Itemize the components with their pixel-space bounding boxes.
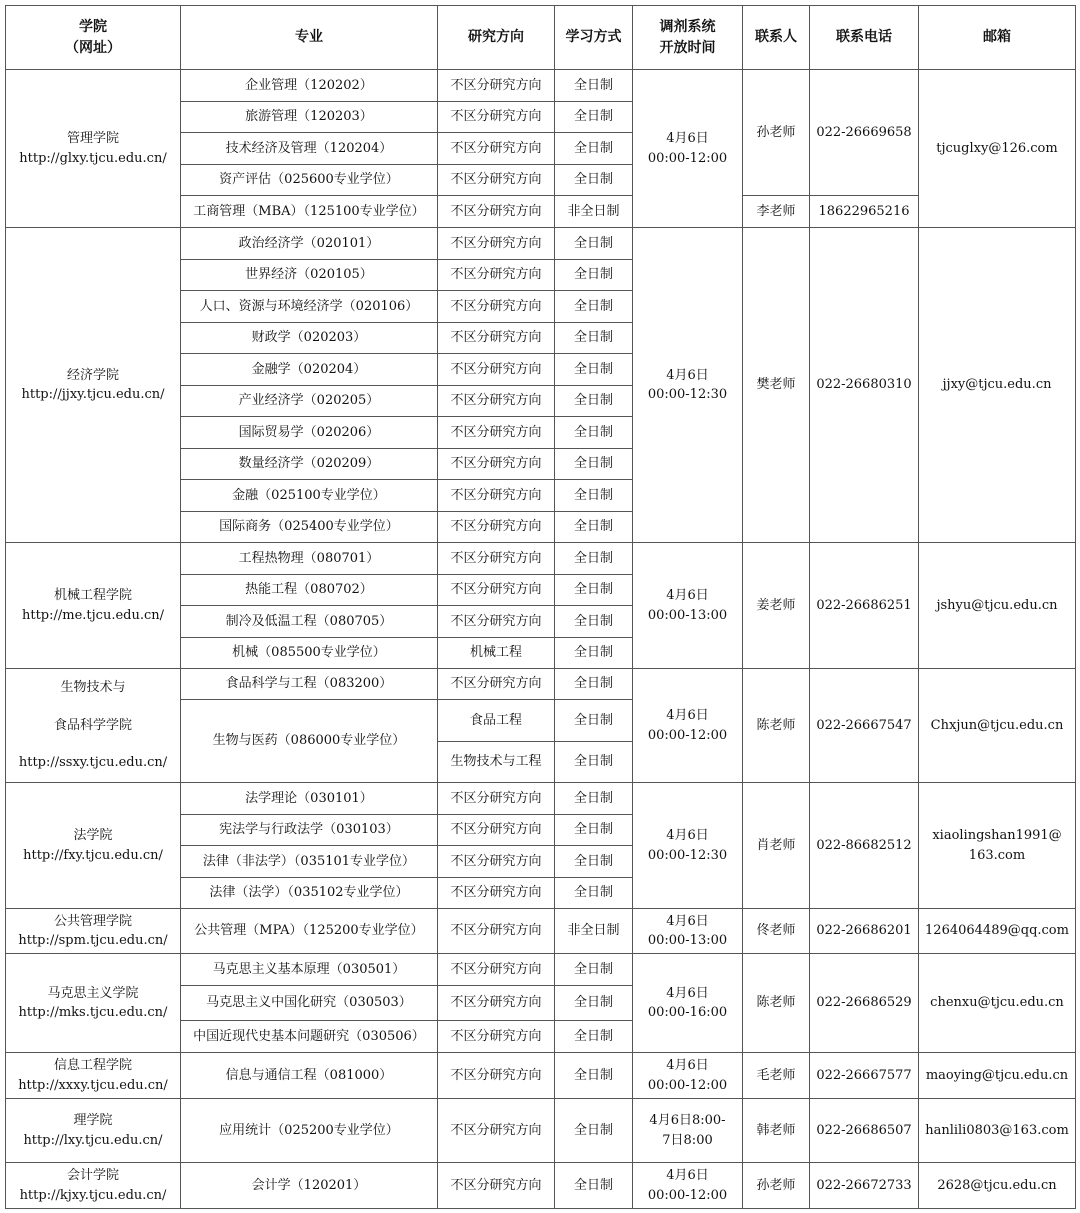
header-time: 调剂系统 开放时间 (633, 6, 743, 70)
contact-cell: 肖老师 (743, 783, 810, 909)
phone-cell: 022-26669658 (810, 70, 919, 196)
direction-cell: 机械工程 (438, 638, 555, 669)
direction-cell: 不区分研究方向 (438, 1021, 555, 1053)
direction-cell: 不区分研究方向 (438, 669, 555, 700)
direction-cell: 不区分研究方向 (438, 354, 555, 386)
major-cell: 应用统计（025200专业学位） (181, 1099, 438, 1163)
mode-cell: 全日制 (555, 102, 633, 133)
major-cell: 工程热物理（080701） (181, 543, 438, 575)
major-cell: 食品科学与工程（083200） (181, 669, 438, 700)
major-cell: 马克思主义基本原理（030501） (181, 954, 438, 986)
mode-cell: 全日制 (555, 986, 633, 1021)
major-cell: 技术经济及管理（120204） (181, 133, 438, 165)
direction-cell: 不区分研究方向 (438, 878, 555, 909)
major-cell: 政治经济学（020101） (181, 228, 438, 260)
direction-cell: 不区分研究方向 (438, 260, 555, 291)
email-cell: xiaolingshan1991@ 163.com (919, 783, 1076, 909)
email-cell: hanlili0803@163.com (919, 1099, 1076, 1163)
phone-cell: 022-26672733 (810, 1163, 919, 1209)
direction-cell: 不区分研究方向 (438, 1163, 555, 1209)
contact-cell: 陈老师 (743, 954, 810, 1053)
time-cell: 4月6日 00:00-16:00 (633, 954, 743, 1053)
major-cell: 宪法学与行政法学（030103） (181, 815, 438, 846)
email-cell: maoying@tjcu.edu.cn (919, 1053, 1076, 1099)
major-cell: 财政学（020203） (181, 323, 438, 354)
table-row (6, 1053, 1076, 1099)
contact-cell: 樊老师 (743, 228, 810, 543)
major-cell: 企业管理（120202） (181, 70, 438, 102)
time-cell: 4月6日 00:00-12:00 (633, 669, 743, 783)
major-cell: 热能工程（080702） (181, 575, 438, 606)
mode-cell: 全日制 (555, 878, 633, 909)
table-row (6, 70, 1076, 102)
mode-cell: 全日制 (555, 815, 633, 846)
time-cell: 4月6日8:00- 7日8:00 (633, 1099, 743, 1163)
mode-cell: 全日制 (555, 354, 633, 386)
phone-cell: 022-26686201 (810, 909, 919, 954)
mode-cell: 全日制 (555, 606, 633, 638)
table-row (6, 783, 1076, 815)
mode-cell: 全日制 (555, 70, 633, 102)
direction-cell: 食品工程 (438, 700, 555, 742)
major-cell: 金融（025100专业学位） (181, 480, 438, 512)
direction-cell: 生物技术与工程 (438, 742, 555, 783)
major-cell: 会计学（120201） (181, 1163, 438, 1209)
contact-cell: 毛老师 (743, 1053, 810, 1099)
mode-cell: 全日制 (555, 512, 633, 543)
direction-cell: 不区分研究方向 (438, 70, 555, 102)
direction-cell: 不区分研究方向 (438, 165, 555, 196)
mode-cell: 全日制 (555, 575, 633, 606)
contact-cell: 孙老师 (743, 1163, 810, 1209)
email-cell: tjcuglxy@126.com (919, 70, 1076, 228)
email-cell: chenxu@tjcu.edu.cn (919, 954, 1076, 1053)
contact-cell: 佟老师 (743, 909, 810, 954)
college-cell: 会计学院 http://kjxy.tjcu.edu.cn/ (6, 1163, 181, 1209)
phone-cell: 022-26680310 (810, 228, 919, 543)
email-cell: jjxy@tjcu.edu.cn (919, 228, 1076, 543)
major-cell: 国际贸易学（020206） (181, 417, 438, 449)
major-cell: 世界经济（020105） (181, 260, 438, 291)
major-cell: 机械（085500专业学位） (181, 638, 438, 669)
contact-cell: 韩老师 (743, 1099, 810, 1163)
mode-cell: 全日制 (555, 1163, 633, 1209)
email-cell: Chxjun@tjcu.edu.cn (919, 669, 1076, 783)
header-college: 学院 （网址） (6, 6, 181, 70)
major-cell: 法学理论（030101） (181, 783, 438, 815)
contact-cell: 姜老师 (743, 543, 810, 669)
contact-cell: 陈老师 (743, 669, 810, 783)
email-cell: 1264064489@qq.com (919, 909, 1076, 954)
phone-cell: 18622965216 (810, 196, 919, 228)
major-cell: 资产评估（025600专业学位） (181, 165, 438, 196)
mode-cell: 全日制 (555, 742, 633, 783)
phone-cell: 022-26686251 (810, 543, 919, 669)
header-contact: 联系人 (743, 6, 810, 70)
mode-cell: 全日制 (555, 1099, 633, 1163)
email-cell: 2628@tjcu.edu.cn (919, 1163, 1076, 1209)
time-cell: 4月6日 00:00-13:00 (633, 909, 743, 954)
mode-cell: 非全日制 (555, 909, 633, 954)
direction-cell: 不区分研究方向 (438, 606, 555, 638)
major-cell: 产业经济学（020205） (181, 386, 438, 417)
major-cell: 数量经济学（020209） (181, 449, 438, 480)
mode-cell: 全日制 (555, 480, 633, 512)
phone-cell: 022-26667577 (810, 1053, 919, 1099)
direction-cell: 不区分研究方向 (438, 909, 555, 954)
time-cell: 4月6日 00:00-12:30 (633, 228, 743, 543)
direction-cell: 不区分研究方向 (438, 783, 555, 815)
major-cell: 制冷及低温工程（080705） (181, 606, 438, 638)
major-cell: 生物与医药（086000专业学位） (181, 700, 438, 783)
contact-cell: 李老师 (743, 196, 810, 228)
direction-cell: 不区分研究方向 (438, 815, 555, 846)
phone-cell: 022-26667547 (810, 669, 919, 783)
direction-cell: 不区分研究方向 (438, 543, 555, 575)
time-cell: 4月6日 00:00-12:30 (633, 783, 743, 909)
header-major: 专业 (181, 6, 438, 70)
time-cell: 4月6日 00:00-12:00 (633, 70, 743, 228)
major-cell: 公共管理（MPA）（125200专业学位） (181, 909, 438, 954)
contact-cell: 孙老师 (743, 70, 810, 196)
college-cell: 机械工程学院 http://me.tjcu.edu.cn/ (6, 543, 181, 669)
major-cell: 金融学（020204） (181, 354, 438, 386)
direction-cell: 不区分研究方向 (438, 102, 555, 133)
mode-cell: 全日制 (555, 783, 633, 815)
table-row (6, 1099, 1076, 1163)
mode-cell: 全日制 (555, 417, 633, 449)
table-row (6, 1163, 1076, 1209)
mode-cell: 全日制 (555, 386, 633, 417)
direction-cell: 不区分研究方向 (438, 1099, 555, 1163)
direction-cell: 不区分研究方向 (438, 417, 555, 449)
mode-cell: 全日制 (555, 228, 633, 260)
major-cell: 法律（非法学）（035101专业学位） (181, 846, 438, 878)
major-cell: 国际商务（025400专业学位） (181, 512, 438, 543)
major-cell: 旅游管理（120203） (181, 102, 438, 133)
mode-cell: 全日制 (555, 323, 633, 354)
phone-cell: 022-86682512 (810, 783, 919, 909)
table-row (6, 543, 1076, 575)
phone-cell: 022-26686507 (810, 1099, 919, 1163)
direction-cell: 不区分研究方向 (438, 133, 555, 165)
mode-cell: 全日制 (555, 954, 633, 986)
time-cell: 4月6日 00:00-12:00 (633, 1053, 743, 1099)
table-row (6, 909, 1076, 954)
direction-cell: 不区分研究方向 (438, 449, 555, 480)
header-mode: 学习方式 (555, 6, 633, 70)
time-cell: 4月6日 00:00-12:00 (633, 1163, 743, 1209)
direction-cell: 不区分研究方向 (438, 480, 555, 512)
college-cell: 管理学院 http://glxy.tjcu.edu.cn/ (6, 70, 181, 228)
mode-cell: 全日制 (555, 543, 633, 575)
college-cell: 马克思主义学院 http://mks.tjcu.edu.cn/ (6, 954, 181, 1053)
direction-cell: 不区分研究方向 (438, 954, 555, 986)
college-cell: 经济学院 http://jjxy.tjcu.edu.cn/ (6, 228, 181, 543)
mode-cell: 全日制 (555, 165, 633, 196)
direction-cell: 不区分研究方向 (438, 575, 555, 606)
college-cell: 法学院 http://fxy.tjcu.edu.cn/ (6, 783, 181, 909)
mode-cell: 全日制 (555, 700, 633, 742)
mode-cell: 全日制 (555, 638, 633, 669)
college-cell: 公共管理学院 http://spm.tjcu.edu.cn/ (6, 909, 181, 954)
phone-cell: 022-26686529 (810, 954, 919, 1053)
major-cell: 工商管理（MBA）（125100专业学位） (181, 196, 438, 228)
table-row (6, 954, 1076, 986)
mode-cell: 全日制 (555, 669, 633, 700)
major-cell: 信息与通信工程（081000） (181, 1053, 438, 1099)
direction-cell: 不区分研究方向 (438, 386, 555, 417)
mode-cell: 全日制 (555, 846, 633, 878)
email-cell: jshyu@tjcu.edu.cn (919, 543, 1076, 669)
mode-cell: 全日制 (555, 291, 633, 323)
college-cell: 信息工程学院 http://xxxy.tjcu.edu.cn/ (6, 1053, 181, 1099)
college-cell: 理学院 http://lxy.tjcu.edu.cn/ (6, 1099, 181, 1163)
direction-cell: 不区分研究方向 (438, 986, 555, 1021)
major-cell: 法律（法学）（035102专业学位） (181, 878, 438, 909)
direction-cell: 不区分研究方向 (438, 512, 555, 543)
table-row (6, 669, 1076, 700)
mode-cell: 非全日制 (555, 196, 633, 228)
major-cell: 马克思主义中国化研究（030503） (181, 986, 438, 1021)
time-cell: 4月6日 00:00-13:00 (633, 543, 743, 669)
mode-cell: 全日制 (555, 449, 633, 480)
direction-cell: 不区分研究方向 (438, 1053, 555, 1099)
mode-cell: 全日制 (555, 1021, 633, 1053)
direction-cell: 不区分研究方向 (438, 323, 555, 354)
major-cell: 中国近现代史基本问题研究（030506） (181, 1021, 438, 1053)
header-phone: 联系电话 (810, 6, 919, 70)
direction-cell: 不区分研究方向 (438, 228, 555, 260)
major-cell: 人口、资源与环境经济学（020106） (181, 291, 438, 323)
direction-cell: 不区分研究方向 (438, 196, 555, 228)
adjustment-table (5, 5, 1076, 1209)
header-direction: 研究方向 (438, 6, 555, 70)
mode-cell: 全日制 (555, 260, 633, 291)
header-email: 邮箱 (919, 6, 1076, 70)
direction-cell: 不区分研究方向 (438, 846, 555, 878)
college-cell: 生物技术与 食品科学学院 http://ssxy.tjcu.edu.cn/ (6, 669, 181, 783)
mode-cell: 全日制 (555, 1053, 633, 1099)
mode-cell: 全日制 (555, 133, 633, 165)
direction-cell: 不区分研究方向 (438, 291, 555, 323)
header-row (6, 6, 1076, 70)
table-row (6, 228, 1076, 260)
